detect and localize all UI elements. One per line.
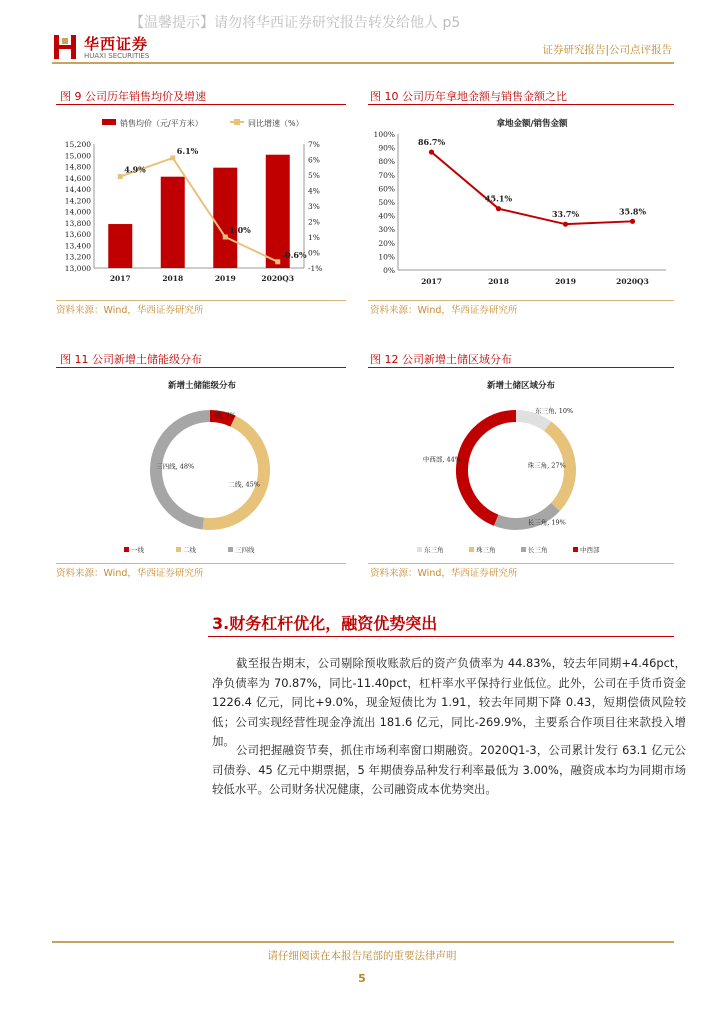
fig11-title: 图 11 公司新增土储能级分布 <box>60 353 202 366</box>
y-tick-label: 80% <box>378 157 395 167</box>
slice-label: 二线, 45% <box>228 480 260 489</box>
y-tick-label: 70% <box>378 170 395 180</box>
y-tick-label: 10% <box>378 252 395 262</box>
legend-swatch-price <box>102 119 116 125</box>
y-tick-label: 15,200 <box>64 140 91 149</box>
fig10-source-rule <box>368 300 674 301</box>
page-number: 5 <box>358 972 366 985</box>
growth-data-label: 1.0% <box>229 225 251 235</box>
y2-tick-label: -1% <box>308 264 323 273</box>
y-tick-label: 14,800 <box>64 162 91 172</box>
y2-tick-label: 6% <box>308 155 320 165</box>
y-tick-label: 40% <box>378 211 395 221</box>
fig9-source-rule <box>56 300 346 301</box>
legend-label: 长三角 <box>528 546 548 554</box>
y-tick-label: 0% <box>383 266 395 275</box>
growth-data-label: -0.6% <box>281 249 307 260</box>
fig12-chart <box>366 370 676 562</box>
y-tick-label: 100% <box>373 130 395 139</box>
ratio-data-label: 33.7% <box>551 209 580 220</box>
ratio-point <box>496 206 501 211</box>
x-tick-label: 2020Q3 <box>616 277 649 286</box>
ratio-line <box>432 152 633 224</box>
section-title-rule <box>208 636 674 637</box>
donut-slice-3 <box>462 416 516 520</box>
legend-label: 一线 <box>131 546 144 554</box>
y-tick-label: 50% <box>378 198 395 207</box>
slice-label: 三四线, 48% <box>156 462 195 471</box>
y2-tick-label: 4% <box>308 186 320 196</box>
legend-swatch <box>228 547 233 552</box>
y-tick-label: 14,600 <box>64 173 91 183</box>
legend-swatch <box>417 547 422 552</box>
bar-2018 <box>161 177 185 268</box>
fig9-chart <box>52 108 352 298</box>
y-tick-label: 13,000 <box>64 264 91 273</box>
ratio-point <box>429 149 434 154</box>
fig12-source: 资料来源：Wind，华西证券研究所 <box>370 568 518 579</box>
legend-swatch <box>124 547 129 552</box>
donut-slice-1 <box>203 421 264 524</box>
y2-tick-label: 3% <box>308 202 320 211</box>
fig11-source-rule <box>56 563 346 564</box>
fig11-chart <box>52 370 352 562</box>
fig11-title-rule <box>56 367 346 368</box>
x-tick-label: 2020Q3 <box>261 274 295 283</box>
ratio-point <box>563 222 568 227</box>
fig10-chart <box>366 108 676 298</box>
growth-point <box>118 174 123 179</box>
fig12-source-rule <box>368 563 674 564</box>
y-tick-label: 20% <box>378 238 395 248</box>
footer-divider <box>52 941 674 943</box>
y-tick-label: 90% <box>378 143 395 153</box>
legend-marker-growth <box>234 119 240 125</box>
legend-swatch <box>176 547 181 552</box>
ratio-data-label: 45.1% <box>484 193 513 204</box>
header-divider <box>52 62 674 64</box>
legend-swatch <box>573 547 578 552</box>
x-tick-label: 2017 <box>421 277 442 286</box>
y2-tick-label: 7% <box>308 140 320 149</box>
bar-2019 <box>213 168 237 268</box>
x-tick-label: 2018 <box>488 277 509 286</box>
y2-tick-label: 0% <box>308 248 320 258</box>
legend-swatch <box>521 547 526 552</box>
paragraph-2: 公司把握融资节奏，抓住市场利率窗口期融资。2020Q1-3，公司累计发行 63.1 亿元公司债券、45 亿元中期票据，5 年期债券品种发行利率最低为 3.00%，融资成本均为同期市场较低水平。公司财务状况健康，公司融资成本优势突出。 <box>212 743 686 796</box>
legend-label-growth: 同比增速（%） <box>248 119 304 128</box>
logo-mark-icon <box>52 33 78 61</box>
y2-tick-label: 2% <box>308 217 320 227</box>
legend-swatch <box>469 547 474 552</box>
ratio-data-label: 35.8% <box>618 206 647 217</box>
growth-data-label: 4.9% <box>124 164 146 175</box>
x-tick-label: 2017 <box>109 274 131 283</box>
x-tick-label: 2019 <box>555 277 576 286</box>
fig9-title: 图 9 公司历年销售均价及增速 <box>60 90 206 103</box>
fig10-source: 资料来源：Wind，华西证券研究所 <box>370 305 518 316</box>
legend-label-price: 销售均价（元/平方米） <box>120 119 203 128</box>
paragraph-1: 截至报告期末，公司剔除预收账款后的资产负债率为 44.83%，较去年同期+4.46pct，净负债率为 70.87%，同比-11.40pct，杠杆率水平保持行业低位。此外，公司在手货币资金 1226.4 亿元，同比+9.0%，现金短债比为 1.91，较去年同期下降 0.43，短期偿债风险较低；公司实现经营性现金净流出 181.6 亿元，同比-269.9%，主要系合作项目往来款投入增加。 <box>212 656 686 748</box>
y-tick-label: 14,400 <box>64 185 91 195</box>
chart-title: 新增土储能级分布 <box>167 381 237 391</box>
fig11-source: 资料来源：Wind，华西证券研究所 <box>56 568 204 579</box>
fig12-title-rule <box>368 367 674 368</box>
legend-label: 珠三角 <box>476 546 496 554</box>
legend-label: 三四线 <box>235 546 255 554</box>
slice-label: 长三角, 19% <box>527 518 566 527</box>
growth-point <box>223 235 228 240</box>
y-tick-label: 14,000 <box>64 207 91 217</box>
fig9-source: 资料来源：Wind，华西证券研究所 <box>56 305 204 316</box>
legend-label: 东三角 <box>424 546 444 554</box>
y-tick-label: 13,400 <box>64 241 91 251</box>
legend-label: 中西部 <box>580 546 600 554</box>
bar-2017 <box>108 224 132 268</box>
fig12-title: 图 12 公司新增土储区域分布 <box>370 353 512 366</box>
y-tick-label: 30% <box>378 225 395 235</box>
y-tick-label: 13,600 <box>64 230 91 240</box>
ratio-point <box>630 219 635 224</box>
y-tick-label: 13,800 <box>64 218 91 228</box>
legend-label: 二线 <box>183 546 196 554</box>
y-tick-label: 14,200 <box>64 196 91 206</box>
fig10-title: 图 10 公司历年拿地金额与销售金额之比 <box>370 90 567 103</box>
report-type: 证券研究报告|公司点评报告 <box>542 44 672 56</box>
chart-title: 拿地金额/销售金额 <box>496 119 568 129</box>
y2-tick-label: 1% <box>308 233 320 242</box>
growth-point <box>170 155 175 160</box>
section-title: 3.财务杠杆优化，融资优势突出 <box>212 614 438 633</box>
growth-data-label: 6.1% <box>176 145 199 156</box>
y-tick-label: 15,000 <box>64 151 91 161</box>
watermark: 【温馨提示】请勿将华西证券研究报告转发给他人 p5 <box>130 15 461 31</box>
slice-label: 东三角, 10% <box>535 407 574 416</box>
company-logo <box>52 33 172 63</box>
slice-label: 一线, 7% <box>208 411 236 420</box>
slice-label: 中西部, 44% <box>422 455 461 464</box>
x-tick-label: 2018 <box>162 274 184 283</box>
fig9-title-rule <box>56 104 346 105</box>
y-tick-label: 60% <box>378 184 395 194</box>
fig10-title-rule <box>368 104 674 105</box>
ratio-data-label: 86.7% <box>417 137 446 148</box>
y-tick-label: 13,200 <box>64 252 91 262</box>
logo-en-text: HUAXI SECURITIES <box>84 52 150 60</box>
chart-title: 新增土储区域分布 <box>486 381 556 391</box>
legal-notice: 请仔细阅读在本报告尾部的重要法律声明 <box>267 950 457 962</box>
logo-cn-text: 华西证券 <box>84 35 149 53</box>
growth-point <box>275 259 280 264</box>
x-tick-label: 2019 <box>214 274 236 283</box>
donut-slice-0 <box>516 416 548 426</box>
y2-tick-label: 5% <box>308 171 320 180</box>
slice-label: 珠三角, 27% <box>527 461 566 470</box>
